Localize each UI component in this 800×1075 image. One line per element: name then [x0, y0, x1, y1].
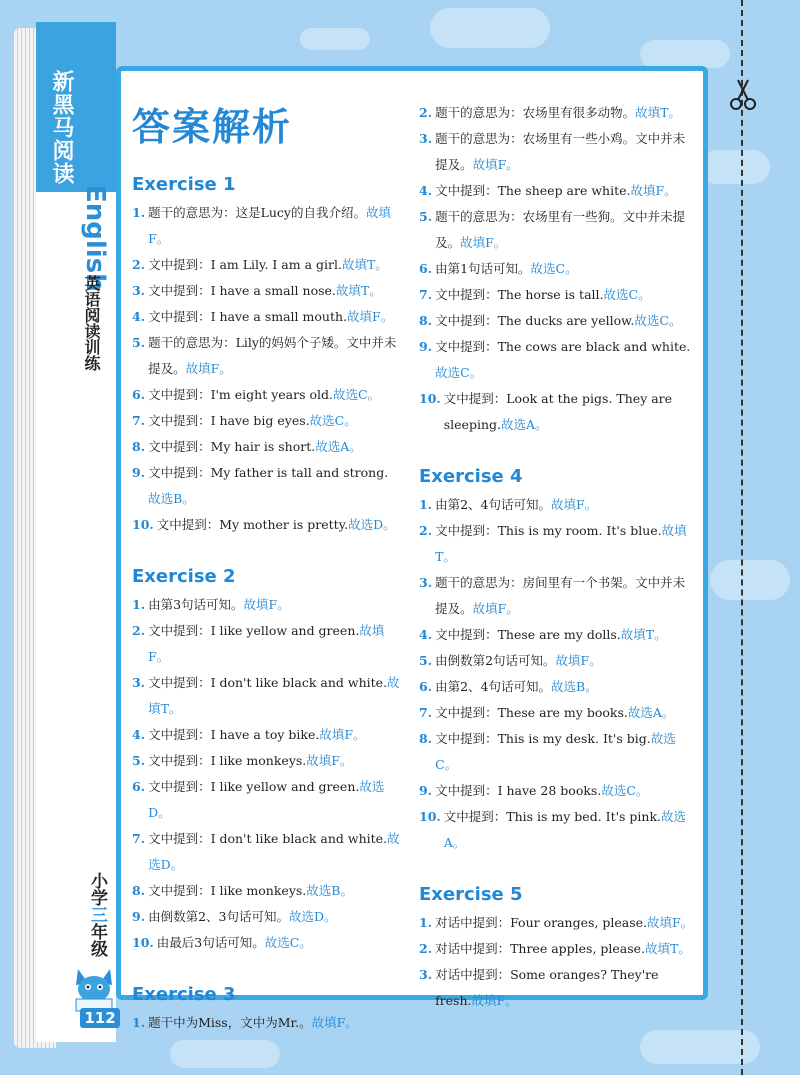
item-answer: 故选A。 — [500, 417, 548, 432]
answer-item — [419, 936, 694, 962]
item-number: 4. — [132, 727, 146, 742]
answer-item — [419, 700, 694, 726]
answer-item — [132, 382, 400, 408]
item-number: 5. — [132, 335, 146, 350]
exercise-heading: Exercise 4 — [419, 466, 523, 487]
answer-item — [132, 1010, 400, 1036]
item-answer: 故选B。 — [550, 679, 598, 694]
item-number: 8. — [132, 439, 146, 454]
item-answer: 故填F。 — [243, 597, 290, 612]
item-text: 文中提到：I have a small mouth. — [148, 309, 348, 324]
item-answer: 故填F。 — [472, 601, 519, 616]
answer-item — [419, 308, 694, 334]
item-text: 文中提到：I am Lily. I am a girl. — [148, 257, 342, 272]
answer-item — [132, 200, 400, 252]
item-number: 6. — [419, 261, 433, 276]
item-answer: 故选C。 — [435, 731, 676, 772]
item-answer: 故填F。 — [148, 205, 391, 246]
item-text: 文中提到：I like monkeys. — [148, 883, 307, 898]
item-number: 3. — [419, 967, 433, 982]
item-answer: 故填F。 — [550, 497, 598, 512]
cloud-decoration — [430, 8, 550, 48]
item-answer: 故选B。 — [148, 491, 195, 506]
answer-item — [132, 774, 400, 826]
grade-suffix: 年级 — [87, 923, 107, 957]
item-text: 文中提到：I have 28 books. — [435, 783, 602, 798]
item-text: 题干的意思为：农场里有一些狗。文中并未提及。 — [435, 209, 686, 250]
item-text: 文中提到：I like yellow and green. — [148, 623, 360, 638]
answer-item — [419, 622, 694, 648]
item-number: 6. — [132, 779, 146, 794]
item-number: 4. — [132, 309, 146, 324]
item-answer: 故填T。 — [620, 627, 667, 642]
item-number: 4. — [419, 183, 433, 198]
item-number: 2. — [419, 941, 433, 956]
item-number: 6. — [419, 679, 433, 694]
item-number: 5. — [419, 209, 433, 224]
item-answer: 故填F。 — [185, 361, 232, 376]
answer-item — [419, 178, 694, 204]
item-text: 文中提到：This is my room. It's blue. — [435, 523, 662, 538]
cloud-decoration — [170, 1040, 280, 1068]
answer-item — [419, 726, 694, 778]
item-number: 5. — [132, 753, 146, 768]
item-number: 3. — [419, 131, 433, 146]
item-answer: 故填F。 — [630, 183, 677, 198]
answer-item — [419, 126, 694, 178]
grade-prefix: 小学 — [87, 872, 107, 906]
item-number: 7. — [132, 831, 146, 846]
item-text: 题干的意思为：房间里有一个书架。文中并未提及。 — [435, 575, 686, 616]
item-number: 2. — [132, 257, 146, 272]
item-text: 由最后3句话可知。 — [156, 935, 265, 950]
answer-item — [419, 334, 694, 386]
answer-item — [132, 670, 400, 722]
item-answer: 故选D。 — [148, 831, 400, 872]
item-answer: 故填T。 — [335, 283, 382, 298]
item-text: 文中提到：This is my bed. It's pink. — [443, 809, 662, 824]
item-answer: 故选C。 — [634, 313, 682, 328]
item-text: 题干的意思为：农场里有很多动物。 — [435, 105, 636, 120]
item-number: 8. — [419, 313, 433, 328]
cut-line — [741, 0, 743, 1075]
page-title: 答案解析 — [132, 105, 293, 149]
item-answer: 故选C。 — [530, 261, 578, 276]
answer-item — [419, 778, 694, 804]
item-answer: 故选C。 — [435, 365, 483, 380]
item-number: 10. — [419, 809, 441, 824]
item-text: 由第2、4句话可知。 — [435, 497, 551, 512]
item-number: 2. — [419, 523, 433, 538]
exercise-heading: Exercise 3 — [132, 984, 236, 1005]
page-number: 112 — [80, 1008, 120, 1028]
item-number: 7. — [132, 413, 146, 428]
item-answer: 故选A。 — [443, 809, 687, 850]
cloud-decoration — [640, 40, 730, 68]
answer-item — [419, 648, 694, 674]
left-column — [132, 170, 400, 1036]
item-number: 8. — [419, 731, 433, 746]
item-answer: 故选A。 — [315, 439, 362, 454]
cloud-decoration — [300, 28, 370, 50]
item-text: 对话中提到：Some oranges? They're fresh. — [435, 967, 659, 1008]
item-number: 1. — [419, 497, 433, 512]
answer-item — [419, 282, 694, 308]
item-text: 文中提到：This is my desk. It's big. — [435, 731, 651, 746]
answer-item — [132, 512, 400, 538]
item-answer: 故填T。 — [645, 941, 691, 956]
item-number: 7. — [419, 705, 433, 720]
item-number: 10. — [132, 935, 154, 950]
exercise-heading: Exercise 5 — [419, 884, 523, 905]
answer-item — [132, 592, 400, 618]
right-column — [419, 100, 694, 1014]
item-text: 文中提到：I'm eight years old. — [148, 387, 333, 402]
item-text: 文中提到：I have big eyes. — [148, 413, 310, 428]
item-number: 3. — [132, 675, 146, 690]
answer-item — [132, 930, 400, 956]
answer-item — [419, 386, 694, 438]
item-text: 对话中提到：Three apples, please. — [435, 941, 646, 956]
item-text: 文中提到：I like monkeys. — [148, 753, 307, 768]
item-text: 文中提到：The ducks are yellow. — [435, 313, 635, 328]
answer-item — [132, 722, 400, 748]
answer-item — [419, 492, 694, 518]
item-answer: 故选C。 — [332, 387, 381, 402]
item-number: 5. — [419, 653, 433, 668]
answer-item — [132, 278, 400, 304]
item-text: 文中提到：My mother is pretty. — [156, 517, 349, 532]
series-name: 新黑马阅读 — [49, 70, 74, 185]
item-answer: 故选A。 — [627, 705, 675, 720]
answer-item — [419, 518, 694, 570]
item-number: 10. — [419, 391, 441, 406]
answer-item — [132, 748, 400, 774]
answer-item — [132, 252, 400, 278]
grade-label — [85, 872, 110, 957]
item-number: 9. — [132, 465, 146, 480]
item-answer: 故填F。 — [306, 753, 353, 768]
item-text: 文中提到：These are my dolls. — [435, 627, 621, 642]
item-number: 6. — [132, 387, 146, 402]
answer-item — [419, 804, 694, 856]
item-answer: 故选D。 — [148, 779, 385, 820]
item-number: 7. — [419, 287, 433, 302]
sidebar-english-label: English — [80, 185, 110, 292]
sidebar-subtitle: 英语阅读训练 — [82, 275, 101, 371]
item-text: 文中提到：The sheep are white. — [435, 183, 631, 198]
grade-number: 三 — [87, 906, 107, 923]
item-text: 题干中为Miss，文中为Mr.。 — [148, 1015, 312, 1030]
item-answer: 故选D。 — [288, 909, 337, 924]
answer-item — [132, 460, 400, 512]
item-answer: 故填F。 — [460, 235, 507, 250]
item-answer: 故选C。 — [601, 783, 649, 798]
item-answer: 故填F。 — [347, 309, 394, 324]
answer-item — [132, 904, 400, 930]
answer-item — [419, 570, 694, 622]
item-text: 文中提到：I like yellow and green. — [148, 779, 360, 794]
exercise-heading: Exercise 2 — [132, 566, 236, 587]
item-number: 3. — [132, 283, 146, 298]
item-text: 文中提到：My hair is short. — [148, 439, 316, 454]
item-number: 1. — [132, 597, 146, 612]
item-answer: 故填T。 — [435, 523, 687, 564]
item-text: 文中提到：These are my books. — [435, 705, 628, 720]
answer-item — [132, 826, 400, 878]
item-number: 2. — [132, 623, 146, 638]
item-text: 文中提到：I don't like black and white. — [148, 831, 388, 846]
item-number: 1. — [132, 205, 146, 220]
item-number: 1. — [132, 1015, 146, 1030]
item-answer: 故填T。 — [341, 257, 388, 272]
item-answer: 故填F。 — [646, 915, 694, 930]
item-answer: 故选D。 — [348, 517, 396, 532]
item-text: 对话中提到：Four oranges, please. — [435, 915, 647, 930]
item-text: 题干的意思为：这是Lucy的自我介绍。 — [148, 205, 366, 220]
item-number: 10. — [132, 517, 154, 532]
answer-item — [132, 408, 400, 434]
item-answer: 故选C。 — [309, 413, 357, 428]
item-number: 4. — [419, 627, 433, 642]
item-text: 文中提到：I have a small nose. — [148, 283, 336, 298]
answer-item — [132, 330, 400, 382]
answer-item — [419, 674, 694, 700]
item-answer: 故填F。 — [311, 1015, 358, 1030]
item-text: 由倒数第2、3句话可知。 — [148, 909, 289, 924]
answer-item — [419, 962, 694, 1014]
item-answer: 故选C。 — [264, 935, 312, 950]
answer-item — [132, 878, 400, 904]
answer-item — [419, 256, 694, 282]
item-number: 1. — [419, 915, 433, 930]
item-answer: 故填F。 — [148, 623, 385, 664]
item-number: 2. — [419, 105, 433, 120]
item-text: 文中提到：The cows are black and white. — [435, 339, 691, 354]
item-answer: 故选B。 — [306, 883, 353, 898]
item-answer: 故填F。 — [555, 653, 602, 668]
item-number: 9. — [132, 909, 146, 924]
answer-item — [419, 910, 694, 936]
item-text: 文中提到：The horse is tall. — [435, 287, 604, 302]
item-answer: 故填F。 — [472, 157, 519, 172]
item-text: 由第3句话可知。 — [148, 597, 244, 612]
answer-item — [419, 100, 694, 126]
item-answer: 故填F。 — [471, 993, 518, 1008]
answer-item — [132, 618, 400, 670]
item-text: 由倒数第2句话可知。 — [435, 653, 556, 668]
item-text: 文中提到：I don't like black and white. — [148, 675, 388, 690]
item-answer: 故填F。 — [319, 727, 366, 742]
exercise-heading: Exercise 1 — [132, 174, 236, 195]
item-text: 文中提到：Look at the pigs. They are sleeping. — [443, 391, 673, 432]
item-text: 文中提到：My father is tall and strong. — [148, 465, 389, 480]
answer-item — [132, 304, 400, 330]
item-number: 9. — [419, 783, 433, 798]
item-text: 文中提到：I have a toy bike. — [148, 727, 320, 742]
item-text: 由第1句话可知。 — [435, 261, 531, 276]
item-number: 8. — [132, 883, 146, 898]
item-answer: 故填T。 — [148, 675, 400, 716]
item-text: 题干的意思为：农场里有一些小鸡。文中并未提及。 — [435, 131, 686, 172]
item-answer: 故选C。 — [603, 287, 651, 302]
cloud-decoration — [700, 150, 770, 184]
cloud-decoration — [710, 560, 790, 600]
item-number: 3. — [419, 575, 433, 590]
answer-item — [419, 204, 694, 256]
scissors-icon — [728, 78, 758, 112]
item-text: 由第2、4句话可知。 — [435, 679, 551, 694]
item-text: 题干的意思为：Lily的妈妈个子矮。文中并未提及。 — [148, 335, 397, 376]
answer-item — [132, 434, 400, 460]
fox-mascot-icon — [68, 965, 120, 1013]
item-number: 9. — [419, 339, 433, 354]
item-answer: 故填T。 — [635, 105, 681, 120]
